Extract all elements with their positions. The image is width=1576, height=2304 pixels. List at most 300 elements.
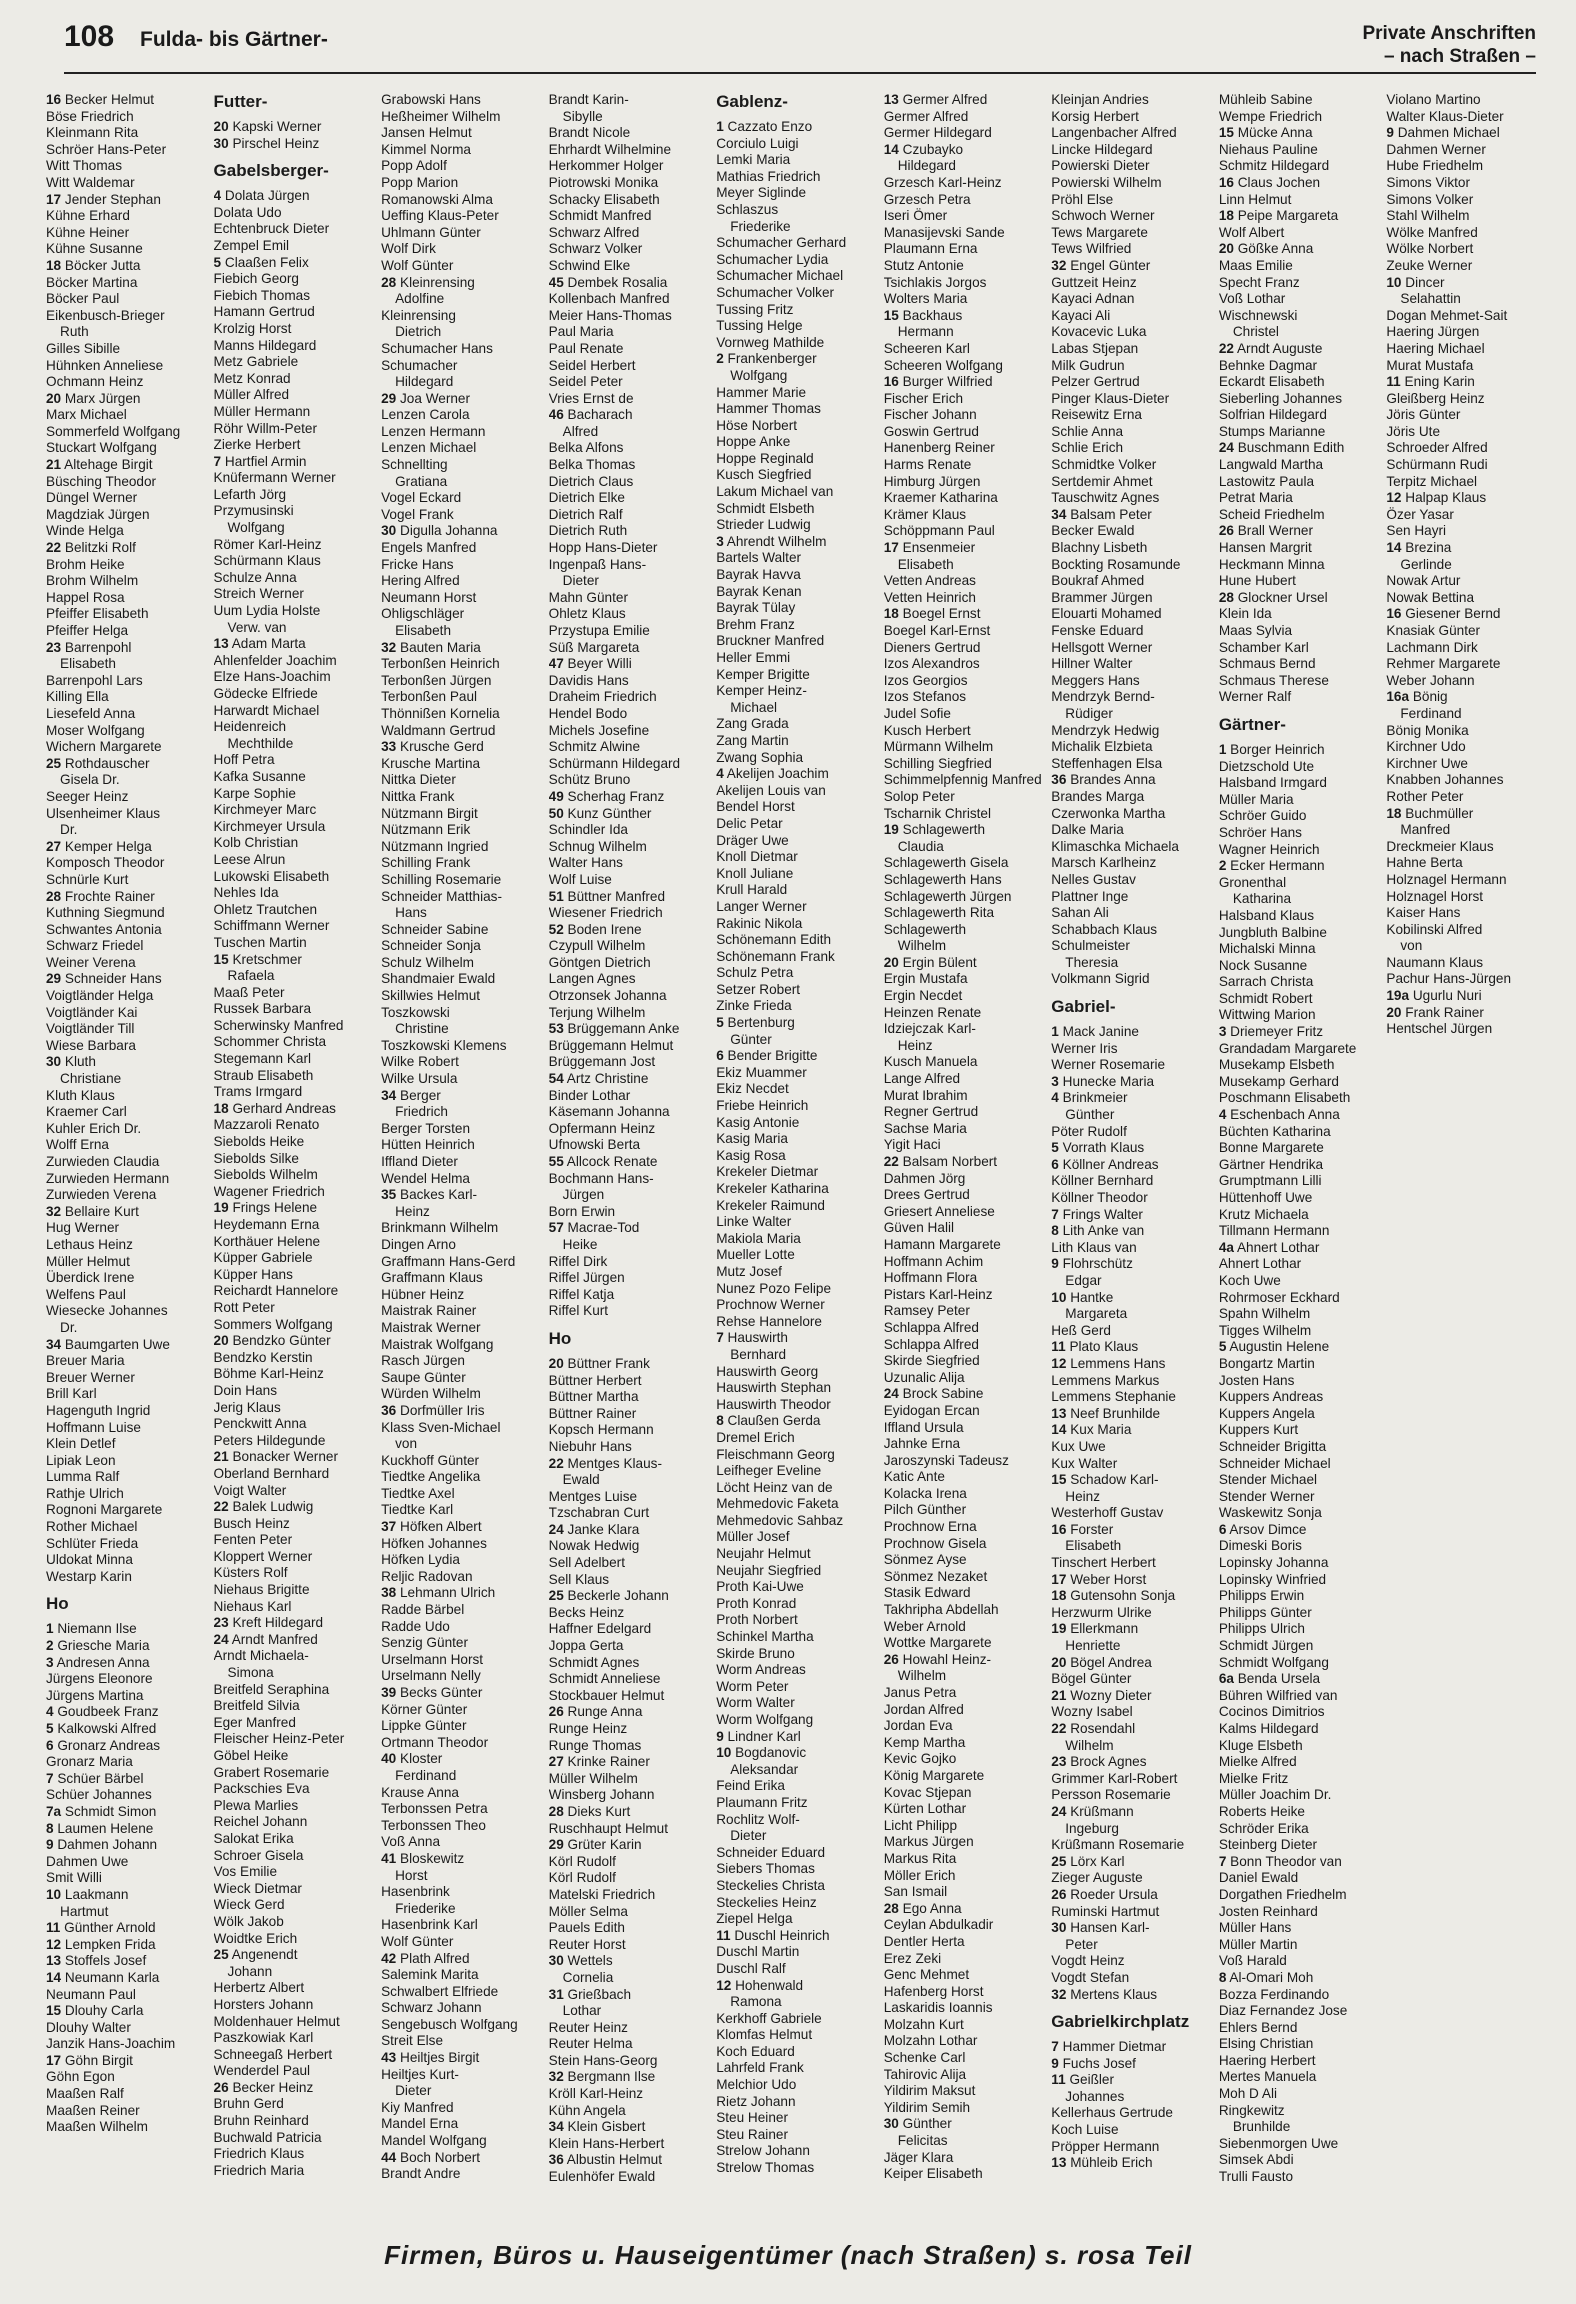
list-item bbox=[884, 1038, 1044, 1055]
resident-name: Oberland Bernhard bbox=[213, 1465, 330, 1481]
resident-name: Vogel Frank bbox=[381, 506, 454, 522]
list-item bbox=[716, 1048, 876, 1065]
resident-name: Ohligschläger bbox=[381, 606, 465, 622]
resident-name: Tiedtke Karl bbox=[381, 1502, 454, 1518]
resident-name: Tzschabran Curt bbox=[548, 1505, 650, 1521]
resident-name: Simona bbox=[227, 1665, 274, 1681]
list-item bbox=[46, 241, 206, 258]
house-number: 8 bbox=[1051, 1223, 1059, 1239]
resident-name: Brandes Marga bbox=[1051, 788, 1145, 804]
list-item bbox=[549, 457, 709, 474]
resident-name: Schröer Hans-Peter bbox=[46, 141, 167, 157]
list-item bbox=[884, 905, 1044, 922]
list-item bbox=[549, 640, 709, 657]
resident-name: Lachmann Dirk bbox=[1386, 639, 1478, 655]
resident-name: Terbonßen Heinrich bbox=[381, 656, 500, 672]
list-item bbox=[381, 440, 541, 457]
resident-name: Dalke Maria bbox=[1051, 822, 1124, 838]
house-number: 11 bbox=[716, 1927, 731, 1943]
resident-name: Ziepel Helga bbox=[716, 1911, 793, 1927]
resident-name: Runge Anna bbox=[567, 1704, 643, 1720]
list-item bbox=[1219, 2020, 1379, 2037]
list-item bbox=[381, 673, 541, 690]
resident-name: Werner Rosemarie bbox=[1051, 1057, 1166, 1073]
list-item bbox=[1051, 1373, 1211, 1390]
list-item bbox=[214, 918, 374, 935]
list-item bbox=[214, 1234, 374, 1251]
resident-name: Lakum Michael van bbox=[716, 484, 834, 500]
house-number: 18 bbox=[1051, 1588, 1067, 1604]
list-item bbox=[46, 440, 206, 457]
resident-name: Brandt Andre bbox=[381, 2166, 461, 2182]
list-item bbox=[1051, 424, 1211, 441]
list-item bbox=[884, 2050, 1044, 2067]
resident-name: Stahl Wilhelm bbox=[1386, 208, 1470, 224]
list-item bbox=[1051, 1140, 1211, 1157]
resident-name: Powierski Dieter bbox=[1051, 158, 1150, 174]
resident-name: Dincer bbox=[1405, 274, 1445, 290]
list-item bbox=[214, 2063, 374, 2080]
resident-name: Holznagel Hermann bbox=[1386, 871, 1507, 887]
resident-name: Bendzko Kerstin bbox=[213, 1349, 313, 1365]
resident-name: Becks Günter bbox=[400, 1685, 483, 1700]
list-item bbox=[381, 789, 541, 806]
resident-name: Skirde Bruno bbox=[716, 1645, 795, 1661]
resident-name: Arndt Auguste bbox=[1236, 340, 1323, 356]
resident-name: Corciulo Luigi bbox=[716, 135, 799, 151]
list-item bbox=[214, 271, 374, 288]
house-number: 24 bbox=[1051, 1803, 1067, 1819]
list-item bbox=[1051, 606, 1211, 623]
resident-name: Gödecke Elfriede bbox=[213, 686, 318, 701]
resident-name: Dieners Gertrud bbox=[883, 639, 981, 655]
resident-name: Friederike bbox=[395, 1900, 456, 1916]
list-item bbox=[381, 1469, 541, 1486]
list-item bbox=[381, 92, 541, 109]
list-item bbox=[716, 1148, 876, 1165]
resident-name: Opfermann Heinz bbox=[548, 1120, 656, 1136]
list-item bbox=[1219, 1605, 1379, 1622]
list-item bbox=[1219, 2136, 1379, 2153]
resident-name: Tiedtke Axel bbox=[381, 1485, 455, 1501]
resident-name: Ingenpaß Hans- bbox=[548, 556, 647, 572]
list-item bbox=[1219, 742, 1379, 759]
resident-name: Kleinrensing bbox=[381, 307, 456, 323]
list-item bbox=[1051, 2105, 1211, 2122]
resident-name: Uldokat Minna bbox=[46, 1552, 133, 1568]
resident-name: Meier Hans-Thomas bbox=[548, 307, 672, 323]
resident-name: Murat Mustafa bbox=[1386, 357, 1474, 373]
resident-name: Drees Gertrud bbox=[883, 1187, 970, 1203]
resident-name: Worm Wolfgang bbox=[716, 1712, 814, 1727]
resident-name: Sen Hayri bbox=[1386, 523, 1447, 539]
list-item bbox=[46, 656, 206, 673]
list-item bbox=[1051, 1074, 1211, 1091]
resident-name: Sarrach Christa bbox=[1218, 974, 1314, 990]
page-header bbox=[64, 16, 1536, 74]
resident-name: Kraemer Carl bbox=[46, 1104, 127, 1120]
resident-name: Gärtner Hendrika bbox=[1218, 1156, 1324, 1172]
resident-name: Al-Omari Moh bbox=[1229, 1969, 1314, 1985]
list-item bbox=[1386, 258, 1546, 275]
resident-name: Wischnewski bbox=[1218, 307, 1298, 323]
resident-name: Mueller Lotte bbox=[716, 1247, 795, 1263]
list-item bbox=[214, 2080, 374, 2097]
list-item bbox=[549, 2103, 709, 2120]
list-item bbox=[1219, 1688, 1379, 1705]
resident-name: Keiper Elisabeth bbox=[883, 2166, 983, 2182]
resident-name: Blachny Lisbeth bbox=[1051, 540, 1148, 556]
list-item bbox=[214, 603, 374, 620]
list-item bbox=[884, 1884, 1044, 1901]
resident-name: Tauschwitz Agnes bbox=[1051, 490, 1160, 506]
list-item bbox=[1051, 291, 1211, 308]
list-item bbox=[381, 1204, 541, 1221]
resident-name: Regner Gertrud bbox=[883, 1104, 979, 1120]
resident-name: Vogel Eckard bbox=[381, 490, 462, 506]
resident-name: Brinkmeier bbox=[1062, 1090, 1128, 1106]
resident-name: Hoppe Anke bbox=[716, 434, 791, 450]
list-item bbox=[214, 1084, 374, 1101]
list-item bbox=[549, 1303, 709, 1320]
resident-name: Schmidt Robert bbox=[1218, 990, 1313, 1006]
list-item bbox=[716, 1828, 876, 1845]
list-item bbox=[381, 1851, 541, 1868]
resident-name: Harms Renate bbox=[883, 457, 972, 473]
list-item bbox=[716, 1928, 876, 1945]
list-item bbox=[884, 1486, 1044, 1503]
resident-name: Labas Stjepan bbox=[1051, 340, 1139, 356]
resident-name: Maaßen Wilhelm bbox=[46, 2119, 148, 2135]
resident-name: Haering Herbert bbox=[1218, 2052, 1316, 2068]
house-number: 30 bbox=[46, 1054, 62, 1070]
resident-name: Dahmen Werner bbox=[1386, 141, 1486, 157]
list-item bbox=[381, 1801, 541, 1818]
list-item bbox=[1386, 673, 1546, 690]
list-item bbox=[884, 1934, 1044, 1951]
list-item bbox=[884, 258, 1044, 275]
list-item bbox=[214, 620, 374, 637]
resident-name: Büchten Katharina bbox=[1218, 1123, 1331, 1139]
list-item bbox=[716, 1911, 876, 1928]
resident-name: Gerlinde bbox=[1400, 556, 1452, 572]
resident-name: San Ismail bbox=[883, 1884, 948, 1900]
list-item bbox=[381, 2033, 541, 2050]
resident-name: Czypull Wilhelm bbox=[548, 938, 646, 954]
list-item bbox=[46, 158, 206, 175]
house-number: 35 bbox=[381, 1187, 397, 1203]
house-number: 7 bbox=[46, 1770, 54, 1786]
list-item bbox=[716, 2060, 876, 2077]
list-item bbox=[1219, 1041, 1379, 1058]
list-item bbox=[884, 1834, 1044, 1851]
list-item bbox=[884, 640, 1044, 657]
house-number: 7 bbox=[1218, 1853, 1227, 1869]
list-item bbox=[884, 1420, 1044, 1437]
list-item bbox=[884, 208, 1044, 225]
resident-name: Jordan Eva bbox=[883, 1718, 953, 1734]
resident-name: Sertdemir Ahmet bbox=[1051, 473, 1153, 489]
list-item bbox=[1051, 1057, 1211, 1074]
house-number: 19 bbox=[1051, 1621, 1067, 1637]
house-number: 11 bbox=[1051, 1339, 1066, 1355]
resident-name: Felicitas bbox=[897, 2133, 948, 2149]
resident-name: Niehaus Karl bbox=[213, 1598, 292, 1614]
resident-name: Schacky Elisabeth bbox=[548, 191, 660, 207]
resident-name: Knasiak Günter bbox=[1386, 623, 1481, 638]
house-number: 14 bbox=[1386, 540, 1402, 556]
list-item bbox=[1386, 922, 1546, 939]
house-number: 15 bbox=[213, 951, 229, 967]
list-item bbox=[214, 2113, 374, 2130]
list-item bbox=[1051, 1555, 1211, 1572]
list-item bbox=[716, 1447, 876, 1464]
list-item bbox=[381, 2000, 541, 2017]
list-item bbox=[1051, 1306, 1211, 1323]
list-item bbox=[46, 1854, 206, 1871]
resident-name: Haering Michael bbox=[1386, 340, 1485, 356]
resident-name: Akelijen Joachim bbox=[726, 766, 829, 782]
resident-name: Krutz Michaela bbox=[1218, 1206, 1309, 1222]
list-item bbox=[46, 1187, 206, 1204]
resident-name: Elisabeth bbox=[1065, 1538, 1122, 1554]
resident-name: Schwarz Friedel bbox=[46, 938, 144, 954]
resident-name: Bongartz Martin bbox=[1218, 1355, 1315, 1371]
street-heading: Futter- bbox=[213, 92, 268, 111]
list-item bbox=[716, 1281, 876, 1298]
list-item bbox=[1219, 2036, 1379, 2053]
resident-name: Bayrak Tülay bbox=[716, 600, 796, 616]
resident-name: Wolf Dirk bbox=[381, 241, 436, 257]
list-item bbox=[716, 434, 876, 451]
list-item bbox=[46, 1154, 206, 1171]
resident-name: Tillmann Hermann bbox=[1218, 1223, 1330, 1239]
resident-name: Rott Peter bbox=[213, 1299, 275, 1315]
list-item bbox=[1219, 1339, 1379, 1356]
resident-name: Voß Lothar bbox=[1218, 291, 1286, 307]
resident-name: Schlagewerth bbox=[902, 822, 986, 838]
list-item bbox=[1219, 324, 1379, 341]
list-item bbox=[716, 501, 876, 518]
resident-name: Witt Thomas bbox=[46, 158, 123, 174]
resident-name: Linke Walter bbox=[716, 1214, 792, 1230]
resident-name: Goswin Gertrud bbox=[883, 423, 979, 439]
list-item bbox=[549, 1821, 709, 1838]
list-item bbox=[1051, 1987, 1211, 2004]
house-number: 20 bbox=[1051, 1654, 1067, 1670]
list-item bbox=[549, 92, 709, 109]
resident-name: Heinz bbox=[897, 1037, 933, 1053]
list-item bbox=[884, 424, 1044, 441]
resident-name: Mielke Alfred bbox=[1218, 1754, 1297, 1770]
list-item bbox=[1051, 1771, 1211, 1788]
resident-name: Göntgen Dietrich bbox=[548, 954, 651, 970]
house-number: 34 bbox=[381, 1087, 397, 1103]
resident-name: Allcock Renate bbox=[566, 1154, 658, 1169]
list-item bbox=[214, 1881, 374, 1898]
list-item bbox=[214, 835, 374, 852]
house-number: 10 bbox=[46, 1886, 62, 1902]
resident-name: Mendrzyk Hedwig bbox=[1051, 722, 1160, 738]
list-item bbox=[381, 1868, 541, 1885]
resident-name: Schulze Anna bbox=[213, 569, 297, 585]
resident-name: Lefarth Jörg bbox=[213, 486, 287, 502]
list-item bbox=[1051, 1389, 1211, 1406]
resident-name: Kühn Angela bbox=[548, 2102, 626, 2118]
list-item bbox=[381, 1785, 541, 1802]
resident-name: Kretschmer bbox=[232, 951, 302, 967]
resident-name: Kleinmann Rita bbox=[46, 125, 139, 141]
resident-name: Linn Helmut bbox=[1218, 191, 1292, 207]
resident-name: Kluth bbox=[64, 1054, 96, 1070]
list-item bbox=[46, 1121, 206, 1138]
list-item bbox=[716, 1778, 876, 1795]
list-item bbox=[381, 938, 541, 955]
list-item bbox=[1219, 125, 1379, 142]
list-item bbox=[1051, 358, 1211, 375]
resident-name: Halsband Klaus bbox=[1218, 907, 1315, 923]
list-item bbox=[46, 1536, 206, 1553]
house-number: 32 bbox=[1051, 1986, 1067, 2002]
resident-name: Klein Detlef bbox=[46, 1436, 116, 1452]
list-item bbox=[549, 1638, 709, 1655]
resident-name: Lincke Hildegard bbox=[1051, 141, 1153, 157]
resident-name: Zinke Frieda bbox=[716, 998, 792, 1014]
resident-name: Idziejczak Karl- bbox=[883, 1021, 976, 1037]
resident-name: Grzesch Karl-Heinz bbox=[883, 174, 1002, 190]
resident-name: Schilling Rosemarie bbox=[381, 871, 502, 887]
resident-name: Kirchmeyer Marc bbox=[213, 802, 317, 818]
resident-name: Walter Hans bbox=[548, 855, 623, 871]
resident-name: Rosendahl bbox=[1070, 1721, 1136, 1736]
list-item bbox=[549, 1920, 709, 1937]
resident-name: Schönemann Edith bbox=[716, 932, 832, 948]
resident-name: Müller Hans bbox=[1218, 1920, 1292, 1936]
list-item bbox=[381, 1884, 541, 1901]
list-item bbox=[381, 1337, 541, 1354]
resident-name: Woidtke Erich bbox=[213, 1930, 298, 1946]
resident-name: Stegemann Karl bbox=[213, 1051, 312, 1067]
resident-name: Bartels Walter bbox=[716, 550, 802, 566]
list-item bbox=[1386, 656, 1546, 673]
list-item bbox=[1051, 1240, 1211, 1257]
resident-name: Elisabeth bbox=[897, 556, 954, 572]
list-item bbox=[381, 922, 541, 939]
resident-name: Hildegard bbox=[897, 158, 956, 174]
resident-name: Hermann bbox=[897, 324, 954, 340]
resident-name: Büttner Martha bbox=[548, 1389, 639, 1405]
list-item bbox=[46, 1502, 206, 1519]
list-item bbox=[884, 1121, 1044, 1138]
house-number: 12 bbox=[1386, 490, 1402, 506]
list-item bbox=[381, 772, 541, 789]
list-item bbox=[716, 2127, 876, 2144]
list-item bbox=[884, 1619, 1044, 1636]
house-number: 24 bbox=[548, 1521, 564, 1537]
resident-name: Gerhard Andreas bbox=[232, 1100, 336, 1116]
list-item bbox=[381, 606, 541, 623]
resident-name: Tiedtke Angelika bbox=[381, 1469, 481, 1485]
resident-name: Schneider Eduard bbox=[716, 1844, 826, 1860]
list-item bbox=[549, 1472, 709, 1489]
resident-name: Bruhn Gerd bbox=[213, 2096, 284, 2112]
resident-name: Tews Margarete bbox=[1051, 224, 1148, 240]
list-item bbox=[214, 371, 374, 388]
list-item bbox=[381, 656, 541, 673]
list-item bbox=[884, 1652, 1044, 1669]
house-number: 30 bbox=[381, 523, 397, 539]
list-item bbox=[214, 1516, 374, 1533]
list-item bbox=[381, 1751, 541, 1768]
list-item bbox=[884, 1751, 1044, 1768]
list-item bbox=[1219, 1970, 1379, 1987]
resident-name: Bloskewitz bbox=[400, 1850, 465, 1866]
list-item bbox=[381, 1386, 541, 1403]
resident-name: Eikenbusch-Brieger bbox=[46, 307, 165, 323]
resident-name: Rohrmoser Eckhard bbox=[1218, 1289, 1340, 1305]
resident-name: Manns Hildegard bbox=[213, 337, 317, 353]
list-item bbox=[1051, 557, 1211, 574]
resident-name: Schommer Christa bbox=[213, 1034, 327, 1050]
list-item bbox=[884, 590, 1044, 607]
resident-name: Dieks Kurt bbox=[567, 1803, 631, 1819]
resident-name: Becker Heinz bbox=[232, 2079, 314, 2095]
house-number: 12 bbox=[716, 1977, 732, 1993]
list-item bbox=[1219, 391, 1379, 408]
list-item bbox=[46, 573, 206, 590]
list-item bbox=[716, 750, 876, 767]
resident-name: Philipps Günter bbox=[1218, 1604, 1312, 1620]
list-item bbox=[884, 308, 1044, 325]
resident-name: Busch Heinz bbox=[213, 1515, 290, 1531]
list-item bbox=[214, 586, 374, 603]
resident-name: Höfken Johannes bbox=[381, 1535, 487, 1551]
resident-name: Scheeren Wolfgang bbox=[883, 357, 1003, 373]
list-item bbox=[46, 1320, 206, 1337]
list-item bbox=[549, 1422, 709, 1439]
list-item bbox=[716, 1081, 876, 1098]
resident-name: Klein Gisbert bbox=[567, 2119, 646, 2135]
resident-name: Günther Arnold bbox=[64, 1920, 156, 1936]
list-item bbox=[884, 2067, 1044, 2084]
resident-name: Maaßen Ralf bbox=[46, 2086, 124, 2102]
list-item bbox=[214, 1914, 374, 1931]
house-number: 5 bbox=[1051, 1140, 1059, 1156]
resident-name: Uum Lydia Holste bbox=[213, 603, 321, 619]
list-item bbox=[884, 673, 1044, 690]
list-item bbox=[716, 1812, 876, 1829]
resident-name: Schneider Michael bbox=[1218, 1455, 1331, 1471]
list-item bbox=[214, 686, 374, 703]
list-item bbox=[549, 2069, 709, 2086]
resident-name: Geißler bbox=[1069, 2072, 1115, 2088]
list-item bbox=[214, 1051, 374, 1068]
resident-name: Brandt Karin- bbox=[548, 92, 629, 107]
footer-note: Firmen, Büros u. Hauseigentümer (nach Straßen) s. rosa Teil bbox=[384, 2240, 1192, 2270]
resident-name: Becker Helmut bbox=[64, 92, 155, 107]
list-item bbox=[1051, 839, 1211, 856]
resident-name: Lehmann Ulrich bbox=[400, 1585, 496, 1601]
resident-name: Ergin Mustafa bbox=[883, 971, 968, 987]
list-item bbox=[549, 1621, 709, 1638]
resident-name: Neumann Horst bbox=[381, 589, 477, 605]
house-number: 10 bbox=[1386, 274, 1402, 290]
resident-name: Zurwieden Hermann bbox=[46, 1170, 170, 1186]
list-item bbox=[46, 490, 206, 507]
list-item bbox=[716, 1546, 876, 1563]
list-item bbox=[884, 407, 1044, 424]
list-item bbox=[46, 175, 206, 192]
